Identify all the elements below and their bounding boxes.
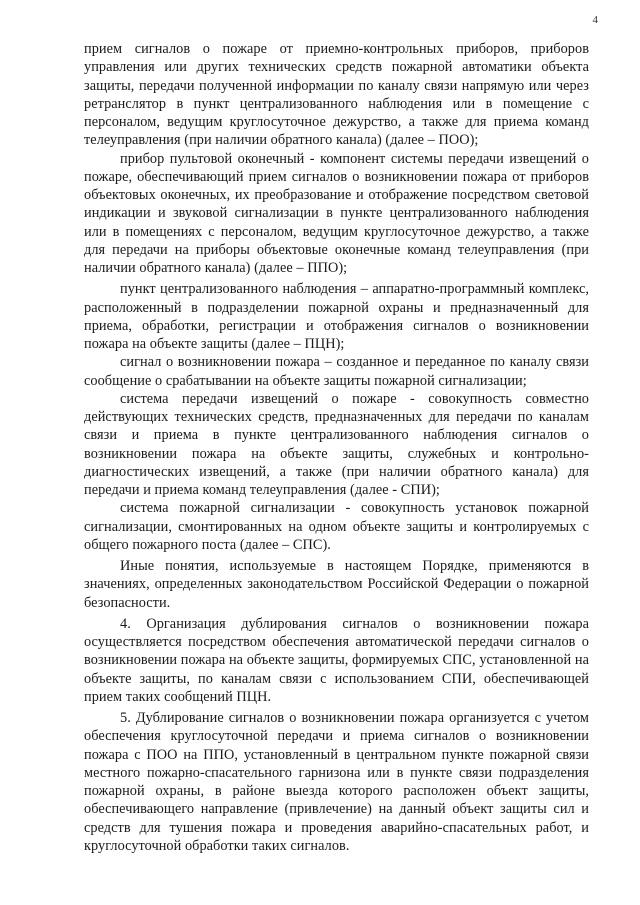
paragraph-spi-definition: система передачи извещений о пожаре - совокупность совместно действующих технических средств, предназначенных для передачи по каналам связи и приема в пункте централизованного наблюдения сигналов о возникновении пожара на объекте защиты, служебных и контрольно-диагностических извещений, а также (при наличии обратного канала) для передачи и приема команд телеуправления (далее - СПИ); (84, 390, 589, 498)
paragraph-poo-definition: прием сигналов о пожаре от приемно-контрольных приборов, приборов управления или других технических средств пожарной автоматики объекта защиты, передачи полученной информации по каналу связи напрямую или через ретранслятор в пункт централизованного наблюдения или в помещение с персоналом, ведущим круглосуточное дежурство, а также для приема команд телеуправления (при наличии обратного канала) (далее – ПОО); (84, 41, 589, 149)
paragraph-other-terms: Иные понятия, используемые в настоящем Порядке, применяются в значениях, определенных законодательством Российской Федерации о пожарной безопасности. (84, 558, 589, 611)
paragraph-item-5: 5. Дублирование сигналов о возникновении пожара организуется с учетом обеспечения круглосуточной передачи и приема сигналов о возникновении пожара с ПОО на ППО, установленный в центральном пункте пожарной связи местного пожарно-спасательного гарнизона или в пункте связи подразделения пожарной охраны, в районе выезда которого расположен объект защиты, обеспечивающего направление (привлечение) на данный объект защиты сил и средств для тушения пожара и проведения аварийно-спасательных работ, и круглосуточной обработки таких сигналов. (84, 710, 589, 854)
paragraph-item-4: 4. Организация дублирования сигналов о возникновении пожара осуществляется посредством обеспечения автоматической передачи сигналов о возникновении пожара на объекте защиты, формируемых СПС, установленной на объекте защиты, по каналам связи с использованием СПИ, обеспечивающей прием таких сообщений ПЦН. (84, 615, 589, 705)
paragraph-ppo-definition: прибор пультовой оконечный - компонент системы передачи извещений о пожаре, обеспечивающий прием сигналов о возникновении пожара от приборов объектовых оконечных, их преобразование и отображение посредством световой индикации и звуковой сигнализации в пункте централизованного наблюдения или в помещениях с персоналом, ведущим круглосуточное дежурство, а также для передачи на приборы объектовые оконечные команд телеуправления (при наличии обратного канала) (далее – ППО); (84, 150, 589, 276)
page-number: 4 (592, 14, 598, 26)
document-body (84, 40, 589, 855)
paragraph-pcn-definition: пункт централизованного наблюдения – аппаратно-программный комплекс, расположенный в подразделении пожарной охраны и предназначенный для приема, обработки, регистрации и отображения сигналов о возникновении пожара на объекте защиты (далее – ПЦН); (84, 281, 589, 352)
paragraph-sps-definition: система пожарной сигнализации - совокупность установок пожарной сигнализации, смонтированных на одном объекте защиты и контролируемых с общего пожарного поста (далее – СПС). (84, 500, 589, 553)
paragraph-fire-signal-definition: сигнал о возникновении пожара – созданное и переданное по каналу связи сообщение о срабатывании на объекте защиты пожарной сигнализации; (84, 354, 589, 389)
